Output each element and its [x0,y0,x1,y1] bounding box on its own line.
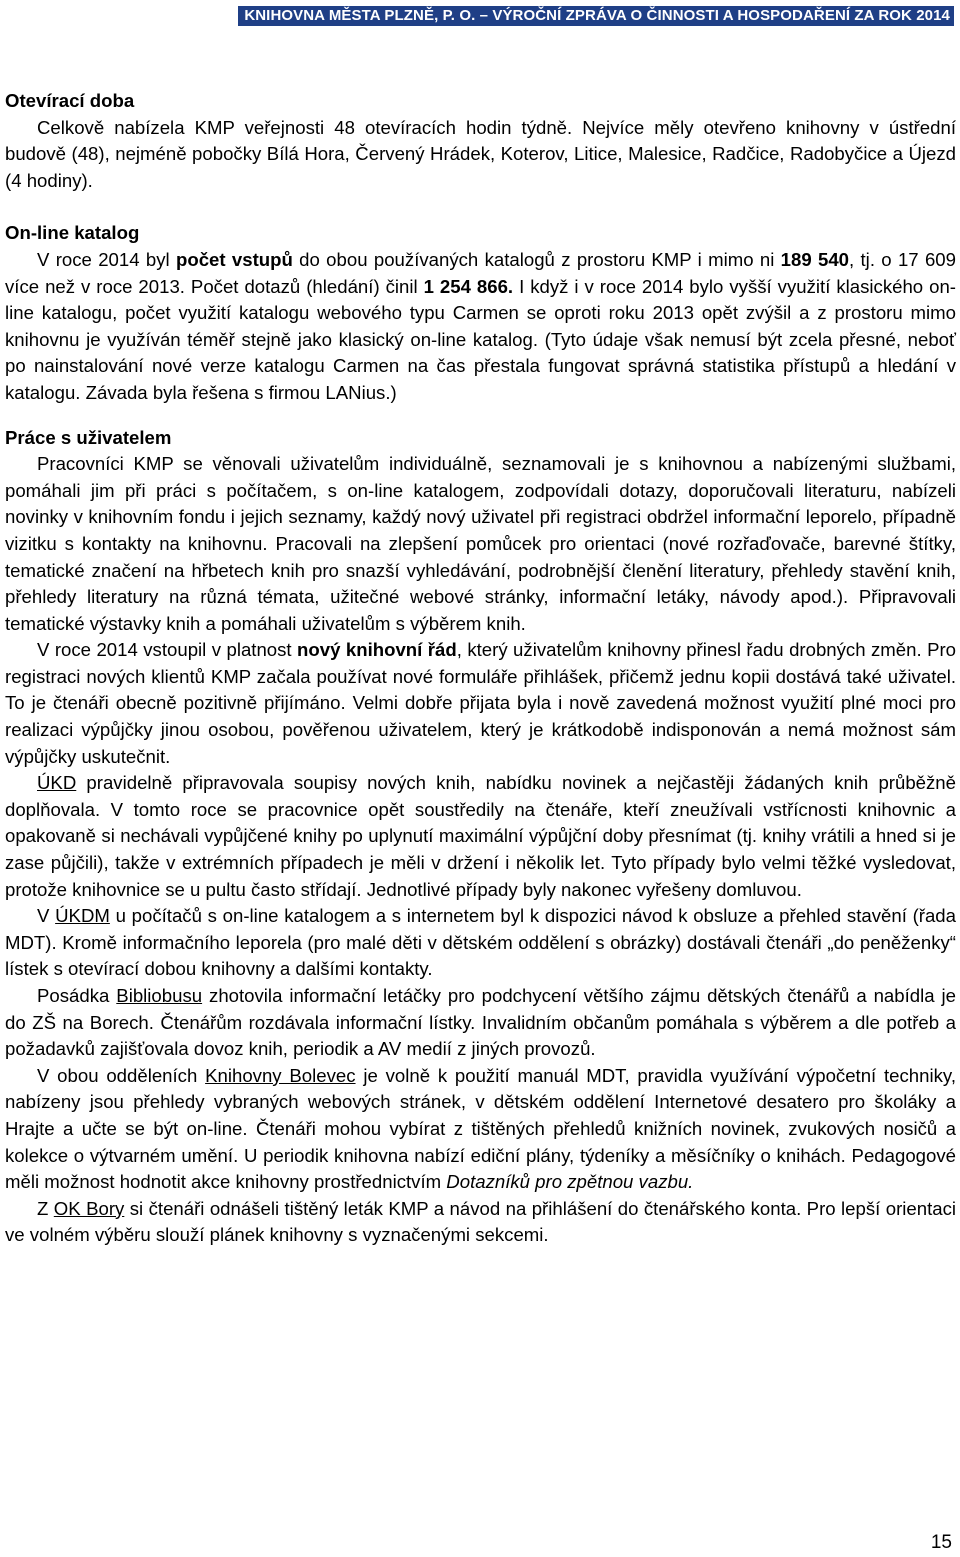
underlined-text: ÚKDM [55,905,110,927]
paragraph-users-7 [5,1196,956,1249]
underlined-text: OK Bory [53,1197,125,1219]
paragraph-online-catalog [5,247,956,407]
text: , tj. o 17 609 více než v roce 2013. Počet dotazů (hledání) činil [5,248,956,297]
paragraph-opening-hours: Celkově nabízela KMP veřejnosti 48 otevíracích hodin týdně. Nejvíce měly otevřeno knihovny v ústřední budově (48), nejméně pobočky Bílá Hora, Červený Hrádek, Koterov, Litice, Malesice, Radčice, Radobyčice a Újezd (4 hodiny). [5,116,956,191]
text: V obou odděleních [37,1064,206,1086]
text: V [37,905,56,927]
bold-text: počet vstupů [176,248,293,270]
text: je volně k použití manuál MDT, pravidla využívání výpočetní techniky, nabízeny jsou přehledy vybraných webových stránek, v dětském oddělení Internetové desatero pro školáky a Hrajte a učte se být on-line. Čtenáři mohou vybírat z tištěných přehledů knižních novinek, zvukových nosičů a kolekce o výtvarném umění. U periodik knihovna nabízí ediční plány, týdeníky a měsíčníky o knihách. Pedagogové měli možnost hodnotit akce knihovny prostřednictvím [5,1064,957,1193]
bold-number: 1 254 866. [423,275,514,297]
text: V roce 2014 vstoupil v platnost [37,639,298,661]
bold-text: nový knihovní řád [297,639,457,661]
paragraph-users-1: Pracovníci KMP se věnovali uživatelům individuálně, seznamovali je s knihovnou a nabízenými službami, pomáhali jim při práci s počítačem, s on-line katalogem, zodpovídali dotazy, doporučovali literaturu, nabízeli novinky v knihovním fondu i jejich seznamy, každý nový uživatel při registraci obdržel informační leporelo, případně vizitku s kontakty na knihovnu. Pracovali na zlepšení pomůcek pro orientaci (nové rozřaďovače, barevné štítky, tematické značení na hřbetech knih pro snazší vyhledávání, podrobnější členění literatury, přehledy stavění knih, přehledy literatury na různá témata, užitečné webové stránky, informační letáky, návody apod.). Připravovali tematické výstavky knih a pomáhali uživatelům s výběrem knih. [5,453,956,634]
spacer [5,407,956,425]
paragraph-users-5 [5,983,956,1063]
section-heading-online-catalog: On-line katalog [5,222,140,244]
text: , který uživatelům knihovny přinesl řadu drobných změn. Pro registraci nových klientů KMP začala používat nové formuláře přihlášek, přičemž jednu kopii dostává také uživatel. To je čtenáři obecně pozitivně přijímáno. Velmi dobře přijata byla i nově zavedená možnost využití plné moci pro realizaci výpůjčky jinou osobou, pověřenou uživatelem, který je krátkodobě indisponován a nemá možnost sám výpůjčky uskutečnit. [5,639,957,767]
text: pravidelně připravovala soupisy nových knih, nabídku novinek a nejčastěji žádaných knih průběžně doplňovala. V tomto roce se pracovnice opět soustředily na čtenáře, kteří zneužívali vstřícnosti knihovnic a opakovaně si nechávali vypůjčené knihy po uplynutí maximální výpůjční doby přesnímat (tj. knihy vrátili a hned si je zase půjčili), takže v extrémních případech je měli v držení i několik let. Tyto případy bylo velmi těžké vysledovat, protože knihovnice se u pultu často střídají. Jednotlivé případy byly nakonec vyřešeny domluvou. [5,772,956,900]
italic-text: Dotazníků pro zpětnou vazbu. [446,1171,694,1193]
text: si čtenáři odnášeli tištěný leták KMP a návod na přihlášení do čtenářského konta. Pro lepší orientaci ve volném výběru slouží plánek knihovny s vyznačenými sekcemi. [5,1197,957,1246]
text: do obou používaných katalogů z prostoru KMP i mimo ni [292,248,781,270]
page-number: 15 [930,1532,952,1553]
spacer [5,194,956,220]
text: I když i v roce 2014 bylo vyšší využití klasického on-line katalogu, počet využití katalogu webového typu Carmen se oproti roku 2013 opět zvýšil a z prostoru mimo knihovnu je využíván téměř stejně jako klasický on-line katalog. (Tyto údaje však nemusí být zcela přesné, neboť po nainstalování nové verze katalogu Carmen na čas přestala fungovat správná statistika přístupů a hledání v katalogu. Závada byla řešena s firmou LANius.) [5,275,956,403]
text: zhotovila informační letáčky pro podchycení většího zájmu dětských čtenářů a nabídla je do ZŠ na Borech. Čtenářům rozdávala informační lístky. Invalidním občanům pomáhala s výběrem a dle potřeb a požadavků zajišťovala dovoz knih, periodik a AV medií z jiných provozů. [5,985,956,1060]
underlined-text: Bibliobusu [116,985,203,1006]
paragraph-users-4 [5,903,956,983]
text: Z [37,1197,54,1219]
paragraph-users-3 [5,770,956,903]
underlined-text: ÚKD [37,772,77,794]
paragraph-users-2 [5,637,956,770]
bold-number: 189 540 [780,248,850,270]
paragraph-users-6 [5,1063,956,1196]
text: V roce 2014 byl [37,248,176,270]
text: Posádka [37,985,117,1006]
text: u počítačů s on-line katalogem a s internetem byl k dispozici návod k obsluze a přehled stavění (řada MDT). Kromě informačního leporela (pro malé děti v dětském oddělení s obrázky) dostávali čtenáři „do peněženky“ lístek s otevírací dobou knihovny a dalšími kontakty. [5,905,956,980]
report-header: KNIHOVNA MĚSTA PLZNĚ, P. O. – VÝROČNÍ ZPRÁVA O ČINNOSTI A HOSPODAŘENÍ ZA ROK 2014 [238,6,954,26]
section-heading-work-with-users: Práce s uživatelem [5,426,172,448]
section-heading-opening-hours: Otevírací doba [5,90,135,111]
page-content [5,88,956,1249]
underlined-text: Knihovny Bolevec [205,1064,356,1086]
